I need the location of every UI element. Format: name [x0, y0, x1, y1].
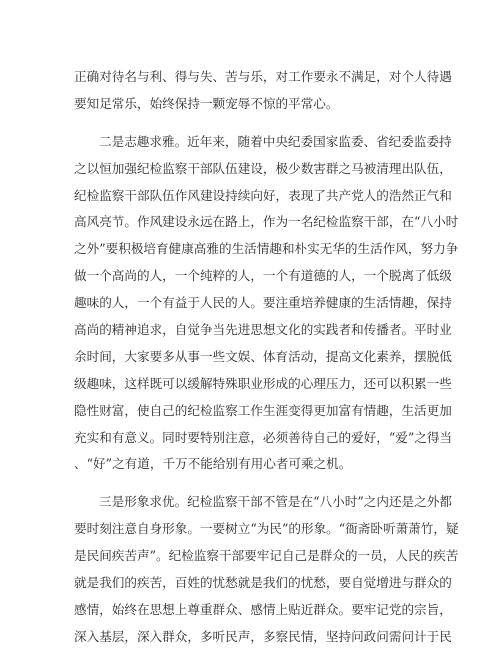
text-line: 是民间疾苦声”。纪检监察干部要牢记自己是群众的一员，人民的疾苦	[74, 548, 459, 564]
text-line: 高风亮节。作风建设永远在路上，作为一名纪检监察干部，在“八小时	[74, 214, 459, 230]
text-line: 之以恒加强纪检监察干部队伍建设，极少数害群之马被清理出队伍，	[74, 160, 452, 176]
text-line: 要知足常乐，始终保持一颗宠辱不惊的平常心。	[74, 95, 339, 111]
text-line: 充实和有意义。同时要特别注意，必须善待自己的爱好，“爱”之得当	[74, 429, 453, 445]
paragraph-gap	[74, 118, 426, 129]
text-line: 高尚的精神追求，自觉争当先进思想文化的实践者和传播者。平时业	[74, 322, 452, 338]
text-line: 趣味的人，一个有益于人民的人。要注重培养健康的生活情趣，保持	[74, 295, 452, 311]
text-line: 正确对待名与利、得与失、苦与乐，对工作要永不满足，对个人待遇	[74, 69, 452, 84]
text-line: 之外”要积极培育健康高雅的生活情趣和朴实无华的生活作风，努力争	[74, 241, 459, 257]
paragraph-first-line: 三是形象求优。纪检监察干部不管是在“八小时”之内还是之外都	[99, 494, 452, 510]
text-line: 纪检监察干部队伍作风建设持续向好，表现了共产党人的浩然正气和	[74, 187, 452, 203]
text-line: 隐性财富，使自己的纪检监察工作生涯变得更加富有情趣，生活更加	[74, 402, 452, 418]
document-body	[74, 64, 459, 651]
text-line: 做一个高尚的人，一个纯粹的人，一个有道德的人，一个脱离了低级	[74, 268, 452, 284]
text-line: 深入基层，深入群众，多听民声，多察民情，坚持问政问需问计于民	[74, 628, 452, 644]
paragraph-gap	[74, 478, 426, 489]
text-line: 感情，始终在思想上尊重群众、感情上贴近群众。要牢记党的宗旨，	[74, 601, 452, 617]
text-line: 级趣味，这样既可以缓解特殊职业形成的心理压力，还可以积累一些	[74, 375, 452, 391]
text-line: 余时间，大家要多从事一些文娱、体育活动，提高文化素养，摆脱低	[74, 348, 452, 364]
text-line: 要时刻注意自身形象。一要树立“为民”的形象。“衙斋卧听萧萧竹，疑	[74, 521, 459, 537]
paragraph-first-line: 二是志趣求雅。近年来，随着中央纪委国家监委、省纪委监委持	[99, 133, 452, 149]
text-line: 就是我们的疾苦，百姓的忧愁就是我们的忧愁，要自觉增进与群众的	[74, 575, 452, 591]
text-line: 、“好”之有道，千万不能给别有用心者可乘之机。	[74, 456, 352, 472]
